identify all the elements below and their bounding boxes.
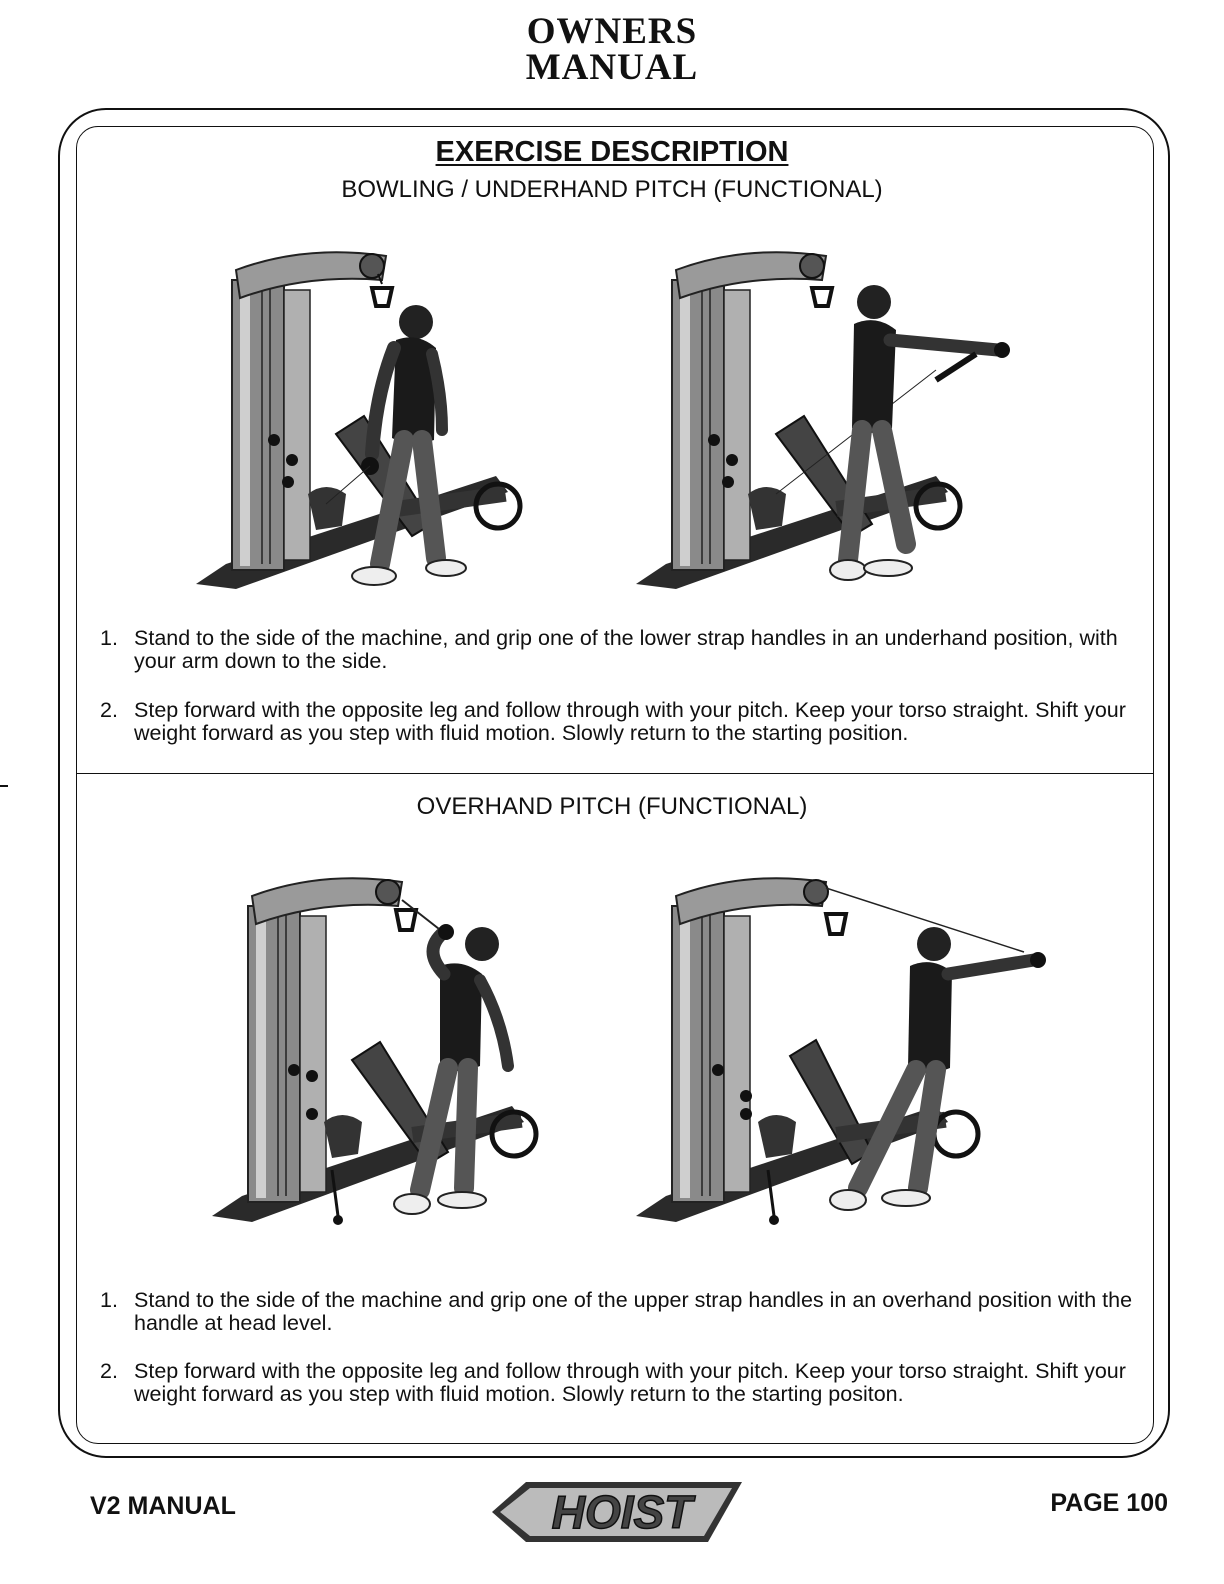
exercise-2-step-2 [100, 1360, 1140, 1406]
step-number: 1. [100, 1288, 118, 1312]
manual-name: V2 MANUAL [90, 1492, 236, 1520]
crop-mark [0, 785, 8, 787]
exercise-2-photo-finish [636, 870, 1056, 1232]
exercise-2-title: OVERHAND PITCH (FUNCTIONAL) [416, 793, 808, 820]
exercise-2-step-1 [100, 1289, 1140, 1335]
step-number: 2. [100, 1359, 118, 1383]
step-text: Step forward with the opposite leg and follow through with your pitch. Keep your torso straight. Shift your weight forward as you step with fluid motion. Slowly return to the starting positon. [134, 1359, 1126, 1406]
step-text: Stand to the side of the machine and grip one of the upper strap handles in an overhand position with the handle at head level. [134, 1288, 1133, 1335]
exercise-1-photo-finish [636, 244, 1016, 592]
exercise-2-photo-start [212, 870, 548, 1232]
step-number: 1. [100, 626, 118, 650]
hoist-logo [486, 1478, 748, 1546]
step-number: 2. [100, 698, 118, 722]
step-text: Step forward with the opposite leg and follow through with your pitch. Keep your torso straight. Shift your weight forward as you step with fluid motion. Slowly return to the starting position. [134, 698, 1126, 745]
step-text: Stand to the side of the machine, and grip one of the lower strap handles in an underhand position, with your arm down to the side. [134, 626, 1118, 673]
logo-text: HOIST [551, 1486, 693, 1538]
header-line-1: OWNERS [526, 11, 698, 52]
exercise-1-step-2 [100, 699, 1140, 745]
header-line-2: MANUAL [525, 47, 699, 88]
exercise-1-photo-start [196, 244, 532, 592]
section-heading: EXERCISE DESCRIPTION [435, 136, 789, 168]
section-divider [77, 773, 1153, 774]
page-number: PAGE 100 [1050, 1489, 1168, 1517]
exercise-1-title: BOWLING / UNDERHAND PITCH (FUNCTIONAL) [341, 176, 883, 203]
manual-header [0, 11, 1224, 88]
exercise-1-step-1 [100, 627, 1140, 673]
